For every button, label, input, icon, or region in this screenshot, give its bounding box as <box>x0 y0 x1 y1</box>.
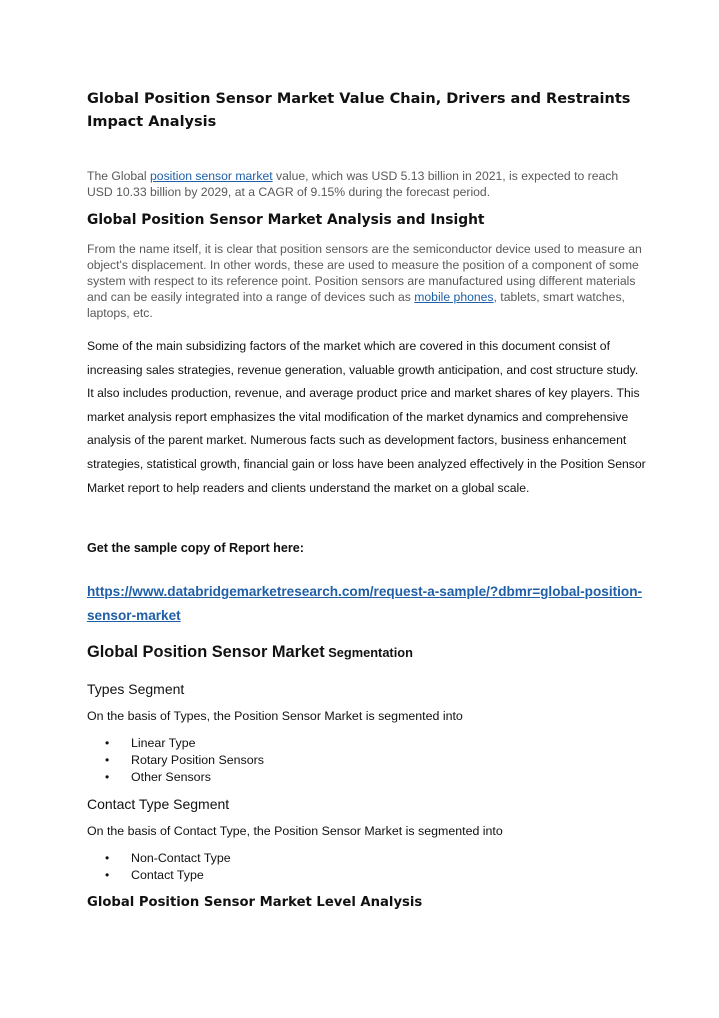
contact-segment-intro: On the basis of Contact Type, the Position Sensor Market is segmented into <box>87 824 503 838</box>
list-item: • Non-Contact Type <box>105 851 231 865</box>
intro-paragraph <box>87 168 647 200</box>
position-sensor-market-link[interactable]: position sensor market <box>150 169 273 183</box>
types-segment-intro: On the basis of Types, the Position Sensor Market is segmented into <box>87 709 463 723</box>
intro-text-before: The Global <box>87 169 151 183</box>
contact-segment-heading: Contact Type Segment <box>87 796 230 812</box>
insight-heading: Global Position Sensor Market Analysis and Insight <box>87 212 485 228</box>
intro-text-after: value, which was USD 5.13 billion in 2021, is expected to reach USD 10.33 billion by 2029, at a CAGR of 9.15% during the forecast period. <box>87 169 619 199</box>
bullet-icon: • <box>105 868 110 882</box>
types-list <box>87 735 487 786</box>
main-heading: Global Position Sensor Market Value Chain, Drivers and Restraints Impact Analysis <box>87 91 631 130</box>
bullet-icon: • <box>105 753 110 767</box>
insight-text-before: From the name itself, it is clear that position sensors are the semiconductor device used to measure an object's displacement. In other words, these are used to measure the position of a component of some system with respect to its reference point. Position sensors are manufactured using different materials and can be easily integrated into a range of devices such as <box>87 242 642 304</box>
segmentation-title-suffix: Segmentation <box>324 645 413 660</box>
mobile-phones-link[interactable]: mobile phones <box>414 290 494 304</box>
list-item: • Contact Type <box>105 868 204 882</box>
types-segment-heading: Types Segment <box>87 681 185 697</box>
sample-request-link[interactable]: https://www.databridgemarketresearch.com/request-a-sample/?dbmr=global-position-sensor-market <box>87 584 643 623</box>
sample-heading: Get the sample copy of Report here: <box>87 541 304 555</box>
segmentation-heading <box>87 643 413 662</box>
level-analysis-heading: Global Position Sensor Market Level Analysis <box>87 895 423 910</box>
insight-paragraph <box>87 241 647 321</box>
bullet-icon: • <box>105 736 110 750</box>
list-item: • Rotary Position Sensors <box>105 753 264 767</box>
body-paragraph: Some of the main subsidizing factors of the market which are covered in this document consist of increasing sales strategies, revenue generation, valuable growth anticipation, and cost structure study. It also includes production, revenue, and average product price and market shares of key players. This market analysis report emphasizes the vital modification of the market dynamics and comprehensive analysis of the parent market. Numerous facts such as development factors, business enhancement strategies, statistical growth, financial gain or loss have been analyzed effectively in the Position Sensor Market report to help readers and clients understand the market on a global scale. <box>87 339 646 495</box>
list-item: • Other Sensors <box>105 770 211 784</box>
list-item: • Linear Type <box>105 736 196 750</box>
insight-text-after: , tablets, smart watches, laptops, etc. <box>87 290 625 320</box>
bullet-icon: • <box>105 770 110 784</box>
bullet-icon: • <box>105 851 110 865</box>
segmentation-title: Global Position Sensor Market <box>87 643 325 661</box>
contact-types-list <box>87 850 487 884</box>
